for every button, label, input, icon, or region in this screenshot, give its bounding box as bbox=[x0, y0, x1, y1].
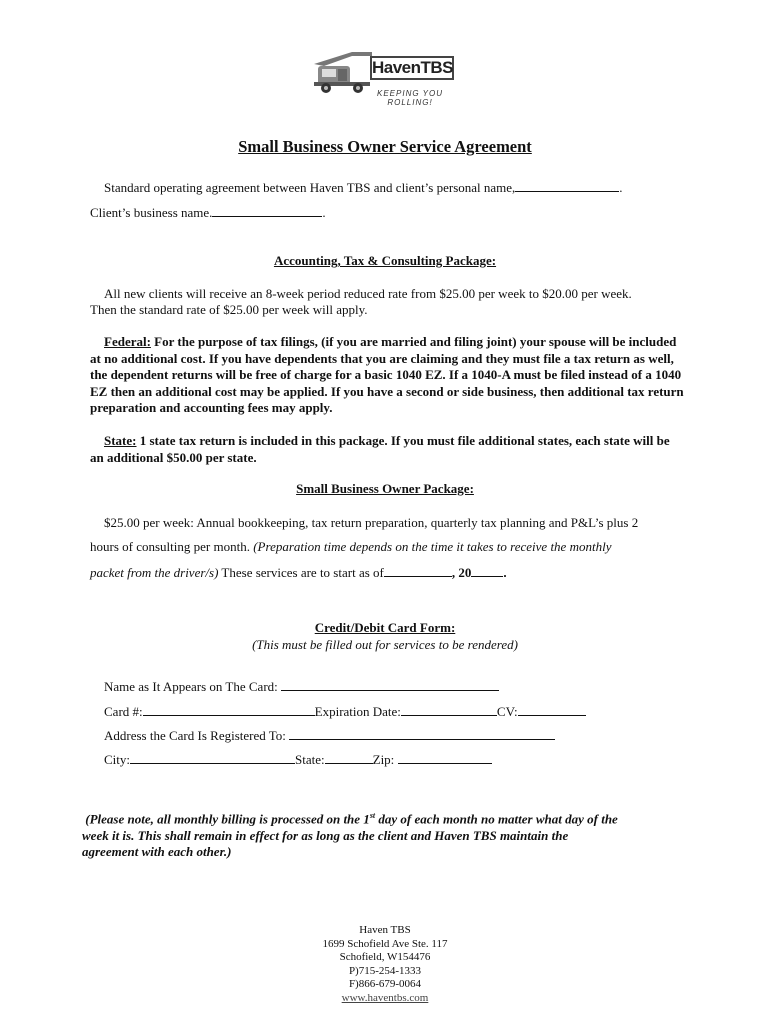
card-number-row bbox=[104, 703, 586, 720]
federal-paragraph bbox=[90, 334, 686, 417]
address-label: Address the Card Is Registered To: bbox=[104, 728, 286, 743]
city-row bbox=[104, 751, 492, 768]
card-number-label: Card #: bbox=[104, 704, 143, 719]
footer-address-2: Schofield, W154476 bbox=[339, 951, 431, 963]
federal-text: For the purpose of tax filings, (if you are married and filing joint) your spouse will be included at no additional cost. If you have dependents that you are claiming and they must file a tax return as well, the dependent returns will be free of charge for a basic 1040 EZ. If a 1040-A must be filed instead of a 1040 EZ then an additional cost may be applied. If you have a second or side business, then additional tax return preparation and accounting fees may apply. bbox=[90, 334, 684, 415]
small-business-heading: Small Business Owner Package: bbox=[296, 481, 474, 496]
logo-wordmark: HavenTBS bbox=[370, 56, 454, 80]
zip-input[interactable] bbox=[398, 751, 492, 764]
logo-tagline: KEEPING YOU ROLLING! bbox=[377, 89, 443, 107]
expiration-label: Expiration Date: bbox=[314, 704, 401, 719]
sb-line-3-text: These services are to start as of bbox=[218, 565, 384, 580]
billing-note-line-3: agreement with each other.) bbox=[82, 844, 232, 860]
business-name-field[interactable] bbox=[212, 204, 322, 217]
state-input[interactable] bbox=[325, 751, 373, 764]
billing-note-line-1 bbox=[82, 808, 682, 828]
state-field-label: State: bbox=[295, 752, 325, 767]
address-row bbox=[104, 727, 555, 744]
start-date-field[interactable] bbox=[384, 564, 452, 577]
intro-text-2: Client’s business name. bbox=[90, 205, 213, 220]
cv-input[interactable] bbox=[518, 703, 586, 716]
card-name-row bbox=[104, 678, 499, 695]
sb-line-2-text: hours of consulting per month. bbox=[90, 539, 254, 554]
footer-address bbox=[0, 924, 770, 1005]
accounting-line-1: All new clients will receive an 8-week period reduced rate from $25.00 per week to $20.00 per week. bbox=[104, 286, 632, 301]
state-label: State: bbox=[104, 433, 137, 448]
card-form-subheading: (This must be filled out for services to be rendered) bbox=[252, 637, 518, 652]
intro-end-1: . bbox=[619, 180, 623, 195]
state-paragraph bbox=[90, 433, 686, 466]
year-prefix: , 20 bbox=[451, 565, 472, 580]
card-name-input[interactable] bbox=[281, 678, 499, 691]
footer-website-link[interactable]: www.haventbs.com bbox=[341, 991, 429, 1004]
billing-note-part-1: (Please note, all monthly billing is processed on the 1 bbox=[85, 811, 370, 827]
intro-end-2: . bbox=[322, 205, 326, 220]
accounting-line-2: Then the standard rate of $25.00 per week will apply. bbox=[90, 302, 368, 317]
personal-name-field[interactable] bbox=[515, 179, 619, 192]
card-form-heading: Credit/Debit Card Form: bbox=[314, 620, 456, 635]
sb-line-3-end: . bbox=[503, 565, 507, 580]
intro-line-2 bbox=[90, 204, 326, 221]
sb-line-1: $25.00 per week: Annual bookkeeping, tax return preparation, quarterly tax planning and P&L’s plus 2 bbox=[104, 515, 639, 530]
city-input[interactable] bbox=[130, 751, 295, 764]
cv-label: CV: bbox=[496, 704, 518, 719]
intro-line-1 bbox=[104, 179, 623, 196]
sb-line-2 bbox=[90, 539, 611, 555]
start-year-field[interactable] bbox=[471, 564, 503, 577]
footer-phone: P)715-254-1333 bbox=[348, 964, 422, 977]
accounting-heading: Accounting, Tax & Consulting Package: bbox=[273, 253, 497, 268]
card-number-input[interactable] bbox=[143, 703, 315, 716]
address-input[interactable] bbox=[289, 727, 555, 740]
sb-line-3-italic: packet from the driver/s) bbox=[90, 565, 219, 580]
card-name-label: Name as It Appears on The Card: bbox=[104, 679, 278, 694]
footer-company: Haven TBS bbox=[359, 924, 411, 936]
city-label: City: bbox=[104, 752, 131, 767]
federal-label: Federal: bbox=[104, 334, 151, 349]
expiration-input[interactable] bbox=[401, 703, 497, 716]
page-title: Small Business Owner Service Agreement bbox=[238, 137, 532, 156]
company-logo bbox=[312, 44, 462, 107]
zip-label: Zip: bbox=[372, 752, 395, 767]
footer-fax: F)866-679-0064 bbox=[348, 978, 422, 990]
intro-text-1: Standard operating agreement between Haven TBS and client’s personal name, bbox=[104, 180, 516, 195]
billing-note bbox=[82, 808, 682, 861]
state-text: 1 state tax return is included in this package. If you must file additional states, each state will be an additional $50.00 per state. bbox=[90, 433, 670, 465]
billing-note-sup: st bbox=[369, 811, 376, 820]
billing-note-line-2: week it is. This shall remain in effect for as long as the client and Haven TBS maintain the bbox=[82, 827, 569, 843]
footer-address-1: 1699 Schofield Ave Ste. 117 bbox=[322, 937, 448, 950]
sb-line-2-italic: (Preparation time depends on the time it takes to receive the monthly bbox=[253, 539, 612, 554]
sb-line-3 bbox=[90, 564, 507, 581]
billing-note-part-2: day of each month no matter what day of the bbox=[375, 811, 618, 827]
